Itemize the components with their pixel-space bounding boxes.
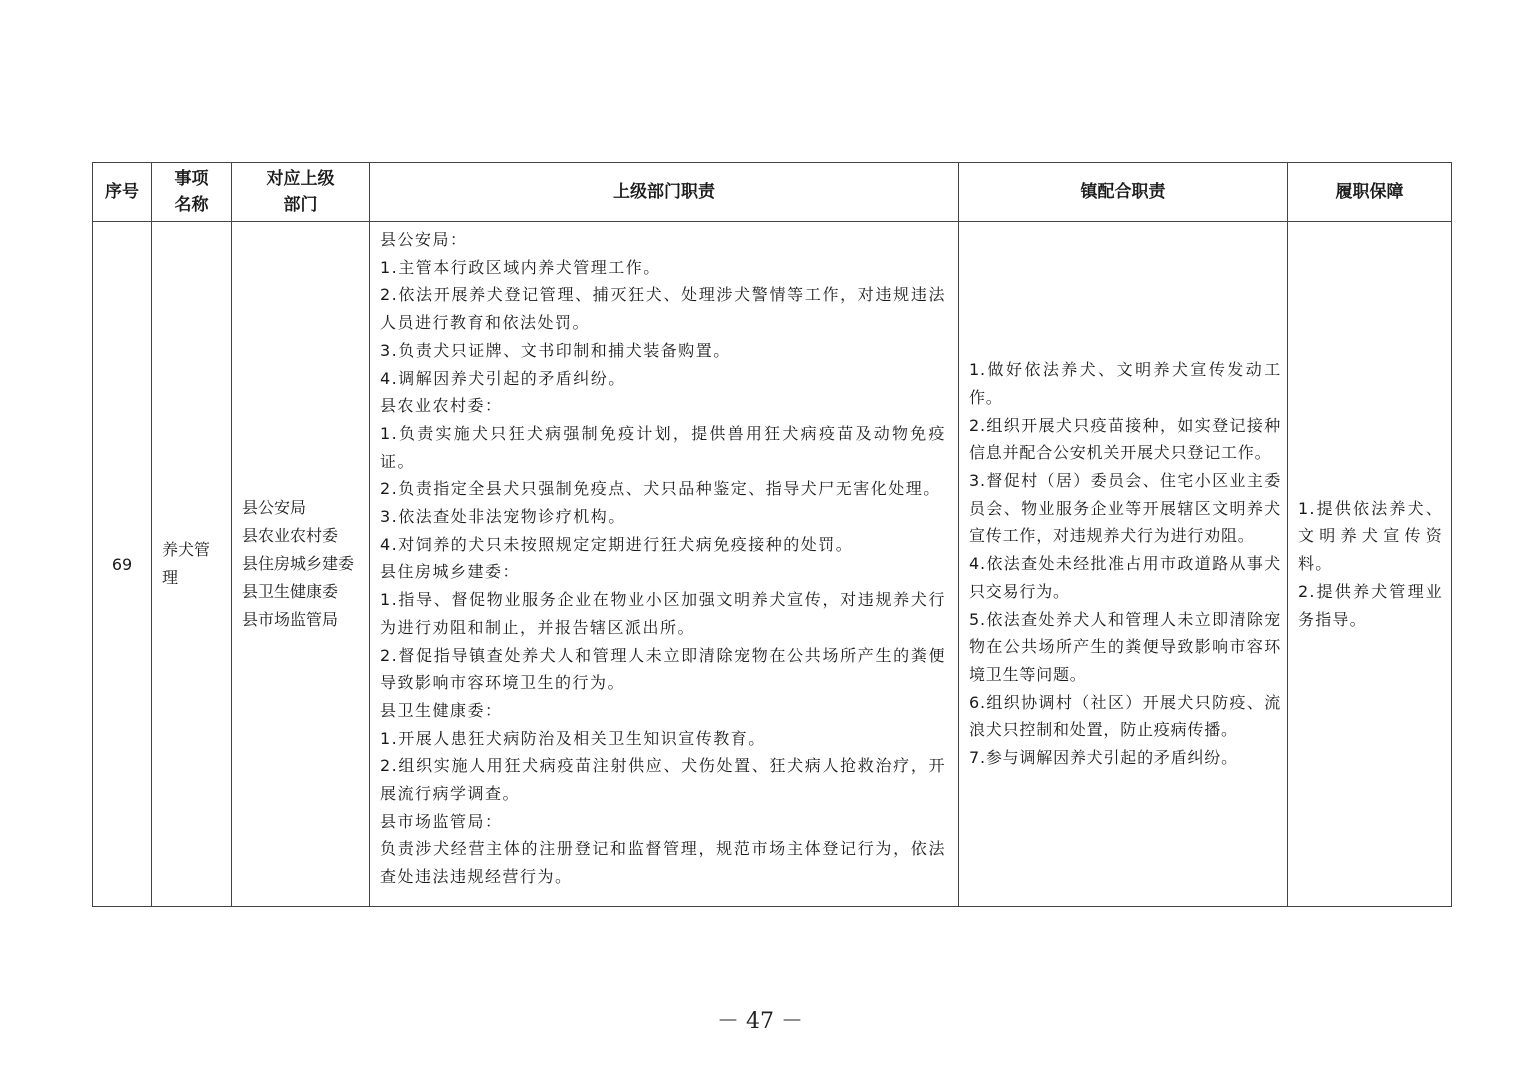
header-item: 事项 名称 <box>152 163 232 222</box>
upper-duty-line: 1.负责实施犬只狂犬病强制免疫计划，提供兽用狂犬病疫苗及动物免疫证。 <box>380 423 946 471</box>
upper-duty-cell <box>370 222 959 907</box>
row-number: 69 <box>93 222 152 907</box>
guarantee-cell <box>1288 222 1452 907</box>
header-row <box>93 163 1452 222</box>
town-duty-line: 5.依法查处养犬人和管理人未立即清除宠物在公共场所产生的粪便导致影响市容环境卫生等问题。 <box>969 609 1281 684</box>
town-duty-line: 7.参与调解因养犬引起的矛盾纠纷。 <box>969 748 1238 768</box>
upper-duty-line: 县卫生健康委： <box>380 700 503 720</box>
upper-duty-line: 2.负责指定全县犬只强制免疫点、犬只品种鉴定、指导犬尸无害化处理。 <box>380 479 941 499</box>
page-number: － 47 － <box>717 1009 803 1034</box>
town-duty-line: 4.依法查处未经批准占用市政道路从事犬只交易行为。 <box>969 554 1281 601</box>
header-num: 序号 <box>93 163 152 222</box>
upper-duty-line: 3.依法查处非法宠物诊疗机构。 <box>380 507 626 527</box>
item-name: 养犬管理 <box>152 222 232 907</box>
upper-duty-line: 负责涉犬经营主体的注册登记和监督管理，规范市场主体登记行为，依法查处违法违规经营行为。 <box>380 839 946 887</box>
guarantee-line: 2.提供养犬管理业务指导。 <box>1298 581 1443 629</box>
upper-duty-line: 4.调解因养犬引起的矛盾纠纷。 <box>380 368 626 388</box>
upper-duty-line: 1.主管本行政区域内养犬管理工作。 <box>380 257 661 277</box>
upper-duty-line: 县公安局： <box>380 230 468 249</box>
table-row <box>93 222 1452 907</box>
dept-item: 县住房城乡建委 <box>242 554 355 573</box>
town-duty-line: 3.督促村（居）委员会、住宅小区业主委员会、物业服务企业等开展辖区文明养犬宣传工作，对违规养犬行为进行劝阻。 <box>969 471 1281 546</box>
town-duty-line: 1.做好依法养犬、文明养犬宣传发动工作。 <box>969 360 1281 407</box>
dept-item: 县市场监管局 <box>242 610 339 629</box>
upper-duty-line: 县市场监管局： <box>380 811 503 831</box>
header-dept: 对应上级 部门 <box>232 163 370 222</box>
dept-item: 县公安局 <box>242 498 307 517</box>
dept-list <box>232 222 370 907</box>
header-upper-duty: 上级部门职责 <box>370 163 959 222</box>
town-duty-line: 2.组织开展犬只疫苗接种，如实登记接种信息并配合公安机关开展犬只登记工作。 <box>969 415 1281 463</box>
duty-table <box>92 162 1452 907</box>
upper-duty-line: 3.负责犬只证牌、文书印制和捕犬装备购置。 <box>380 340 731 360</box>
upper-duty-line: 2.督促指导镇查处养犬人和管理人未立即清除宠物在公共场所产生的粪便导致影响市容环境卫生的行为。 <box>380 645 946 693</box>
upper-duty-line: 1.开展人患狂犬病防治及相关卫生知识宣传教育。 <box>380 728 766 748</box>
town-duty-cell <box>959 222 1288 907</box>
header-guarantee: 履职保障 <box>1288 163 1452 222</box>
upper-duty-line: 县住房城乡建委： <box>380 562 521 582</box>
upper-duty-line: 2.依法开展养犬登记管理、捕灭狂犬、处理涉犬警情等工作，对违规违法人员进行教育和依法处罚。 <box>380 285 946 333</box>
header-town-duty: 镇配合职责 <box>959 163 1288 222</box>
dept-item: 县农业农村委 <box>242 526 339 545</box>
upper-duty-line: 县农业农村委： <box>380 396 503 416</box>
dept-item: 县卫生健康委 <box>242 582 339 601</box>
upper-duty-line: 1.指导、督促物业服务企业在物业小区加强文明养犬宣传，对违规养犬行为进行劝阻和制止，并报告辖区派出所。 <box>380 590 946 637</box>
upper-duty-line: 2.组织实施人用狂犬病疫苗注射供应、犬伤处置、狂犬病人抢救治疗，开展流行病学调查。 <box>380 756 946 804</box>
upper-duty-line: 4.对饲养的犬只未按照规定定期进行狂犬病免疫接种的处罚。 <box>380 534 854 554</box>
town-duty-line: 6.组织协调村（社区）开展犬只防疫、流浪犬只控制和处置，防止疫病传播。 <box>969 692 1281 740</box>
guarantee-line: 1.提供依法养犬、文明养犬宣传资料。 <box>1298 498 1443 574</box>
